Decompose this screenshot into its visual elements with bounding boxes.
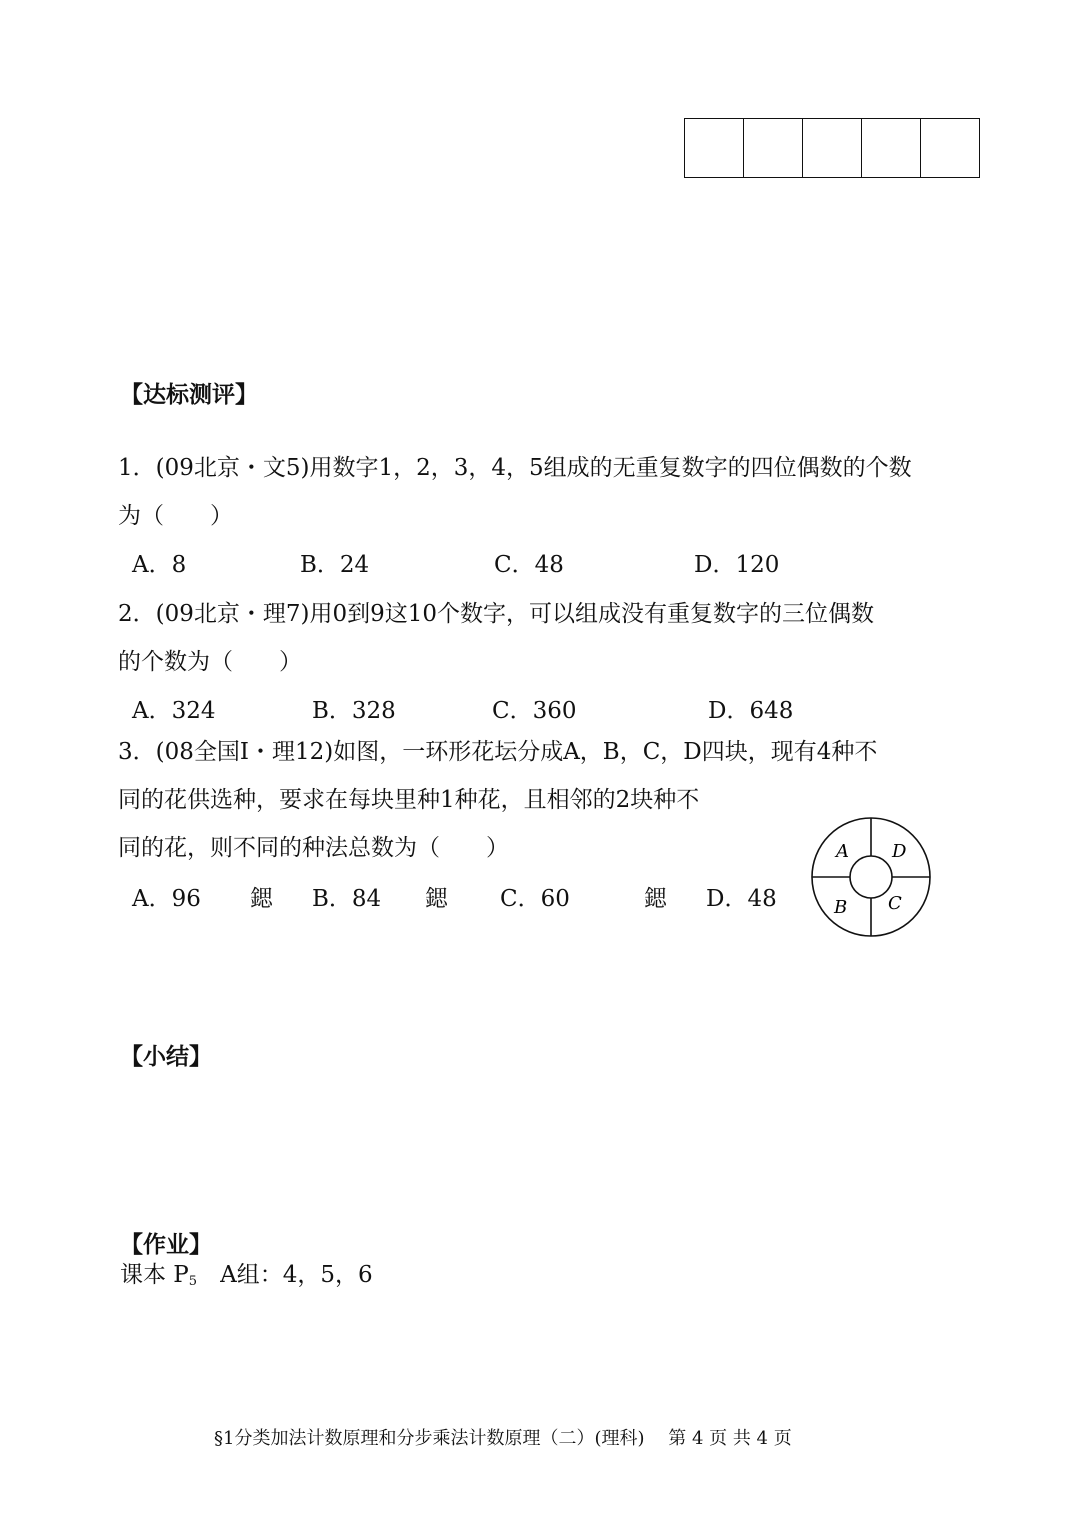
question-3-line-2: 同的花供选种，要求在每块里种1种花，且相邻的2块种不 bbox=[118, 787, 700, 813]
question-3-option-c: C．60 bbox=[500, 886, 570, 912]
answer-box bbox=[802, 119, 861, 177]
question-2-option-a: A．324 bbox=[132, 698, 216, 724]
question-2-option-d: D．648 bbox=[708, 698, 794, 724]
question-2-line-1: 2．(09北京・理7)用0到9这10个数字，可以组成没有重复数字的三位偶数 bbox=[118, 601, 875, 627]
question-2-line-2: 的个数为（ ） bbox=[118, 649, 302, 675]
question-3-option-d: D．48 bbox=[706, 886, 777, 912]
question-3-option-a: A．96 bbox=[132, 886, 201, 912]
answer-box bbox=[685, 119, 743, 177]
region-label-b: B bbox=[834, 897, 848, 918]
question-3-separator: 鍶 bbox=[644, 886, 667, 912]
answer-box bbox=[920, 119, 979, 177]
homework-line bbox=[120, 1256, 373, 1289]
question-3-separator: 鍶 bbox=[425, 886, 448, 912]
answer-box bbox=[861, 119, 920, 177]
question-1-option-b: B．24 bbox=[300, 552, 370, 578]
question-2-option-c: C．360 bbox=[492, 698, 577, 724]
question-3-line-3: 同的花，则不同的种法总数为（ ） bbox=[118, 835, 509, 861]
ring-flowerbed-figure bbox=[806, 812, 936, 942]
region-label-d: D bbox=[892, 841, 907, 862]
test-heading: 【达标测评】 bbox=[120, 382, 258, 408]
region-label-c: C bbox=[888, 893, 902, 914]
question-2-option-b: B．328 bbox=[312, 698, 396, 724]
answer-box bbox=[743, 119, 802, 177]
question-1-option-d: D．120 bbox=[694, 552, 780, 578]
question-1-option-a: A．8 bbox=[132, 552, 187, 578]
homework-rest: A组：4，5，6 bbox=[197, 1262, 373, 1288]
homework-prefix: 课本 P bbox=[120, 1262, 189, 1288]
question-3-line-1: 3．(08全国Ⅰ・理12)如图，一环形花坛分成A，B，C，D四块，现有4种不 bbox=[118, 739, 878, 765]
homework-page-subscript: 5 bbox=[188, 1274, 198, 1289]
question-1-line-1: 1．(09北京・文5)用数字1，2，3，4，5组成的无重复数字的四位偶数的个数 bbox=[118, 455, 912, 481]
region-label-a: A bbox=[836, 841, 849, 862]
page-footer: §1分类加法计数原理和分步乘法计数原理（二）(理科) 第 4 页 共 4 页 bbox=[214, 1428, 792, 1449]
question-1-option-c: C．48 bbox=[494, 552, 564, 578]
question-3-separator: 鍶 bbox=[250, 886, 273, 912]
question-3-option-b: B．84 bbox=[312, 886, 382, 912]
summary-heading: 【小结】 bbox=[120, 1044, 212, 1070]
inner-circle bbox=[850, 856, 892, 898]
question-1-line-2: 为（ ） bbox=[118, 503, 233, 529]
homework-heading: 【作业】 bbox=[120, 1232, 212, 1258]
answer-boxes bbox=[684, 118, 980, 178]
